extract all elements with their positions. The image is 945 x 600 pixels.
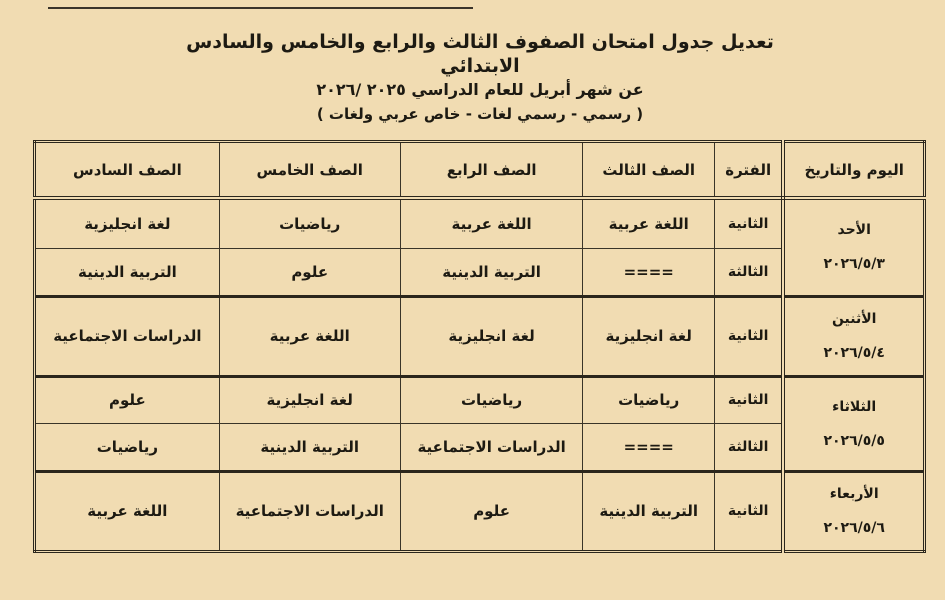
day-date-cell bbox=[783, 376, 924, 471]
grade6-subject: علوم bbox=[35, 376, 220, 423]
grade6-subject: رياضيات bbox=[35, 423, 220, 471]
grade4-subject: الدراسات الاجتماعية bbox=[400, 423, 583, 471]
period-cell: الثانية bbox=[714, 198, 783, 248]
day-date-cell bbox=[783, 471, 924, 551]
period-cell: الثالثة bbox=[714, 248, 783, 296]
exam-date: ٢٠٢٦/٥/٥ bbox=[823, 432, 885, 449]
grade3-subject: لغة انجليزية bbox=[583, 296, 714, 376]
header-grade5: الصف الخامس bbox=[219, 142, 400, 199]
grade6-subject: الدراسات الاجتماعية bbox=[35, 296, 220, 376]
grade6-subject: التربية الدينية bbox=[35, 248, 220, 296]
period-cell: الثانية bbox=[714, 471, 783, 551]
table-row bbox=[35, 296, 925, 376]
grade5-subject: علوم bbox=[219, 248, 400, 296]
grade4-subject: التربية الدينية bbox=[400, 248, 583, 296]
day-name: الأحد bbox=[837, 222, 871, 239]
header-grade3: الصف الثالث bbox=[583, 142, 714, 199]
grade3-subject: رياضيات bbox=[583, 376, 714, 423]
grade3-subject: ==== bbox=[583, 248, 714, 296]
day-name: الأثنين bbox=[831, 311, 877, 327]
period-cell: الثانية bbox=[714, 296, 783, 376]
exam-schedule-table bbox=[33, 140, 926, 553]
grade4-subject: علوم bbox=[400, 471, 583, 551]
grade3-subject: ==== bbox=[583, 423, 714, 471]
grade5-subject: لغة انجليزية bbox=[219, 376, 400, 423]
table-row bbox=[35, 471, 925, 551]
exam-date: ٢٠٢٦/٥/٣ bbox=[823, 256, 885, 273]
period-cell: الثالثة bbox=[714, 423, 783, 471]
grade4-subject: رياضيات bbox=[400, 376, 583, 423]
day-name: الثلاثاء bbox=[832, 398, 877, 415]
grade4-subject: لغة انجليزية bbox=[400, 296, 583, 376]
grade5-subject: التربية الدينية bbox=[219, 423, 400, 471]
document-title: تعديل جدول امتحان الصفوف الثالث والرابع والخامس والسادس الابتدائي bbox=[186, 31, 774, 77]
paper-edge-line bbox=[48, 7, 473, 9]
header-day-date: اليوم والتاريخ bbox=[783, 142, 924, 199]
header-grade6: الصف السادس bbox=[35, 142, 220, 199]
exam-date: ٢٠٢٦/٥/٦ bbox=[823, 520, 885, 536]
grade6-subject: لغة انجليزية bbox=[35, 198, 220, 248]
table-row bbox=[35, 198, 925, 248]
school-types: ( رسمي - رسمي لغات - خاص عربي ولغات ) bbox=[316, 105, 644, 123]
grade3-subject: اللغة عربية bbox=[583, 198, 714, 248]
day-name: الأربعاء bbox=[829, 486, 879, 502]
grade5-subject: الدراسات الاجتماعية bbox=[219, 471, 400, 551]
table-row bbox=[35, 376, 925, 423]
header-grade4: الصف الرابع bbox=[400, 142, 583, 199]
document-subtitle: عن شهر أبريل للعام الدراسي ٢٠٢٥ /٢٠٢٦ bbox=[316, 80, 644, 99]
grade5-subject: اللغة عربية bbox=[219, 296, 400, 376]
grade5-subject: رياضيات bbox=[219, 198, 400, 248]
period-cell: الثانية bbox=[714, 376, 783, 423]
exam-date: ٢٠٢٦/٥/٤ bbox=[823, 345, 885, 361]
grade4-subject: اللغة عربية bbox=[400, 198, 583, 248]
document-header bbox=[150, 30, 810, 126]
day-date-cell bbox=[783, 198, 924, 296]
header-period: الفترة bbox=[714, 142, 783, 199]
header-row bbox=[35, 142, 925, 199]
grade6-subject: اللغة عربية bbox=[35, 471, 220, 551]
grade3-subject: التربية الدينية bbox=[583, 471, 714, 551]
day-date-cell bbox=[783, 296, 924, 376]
